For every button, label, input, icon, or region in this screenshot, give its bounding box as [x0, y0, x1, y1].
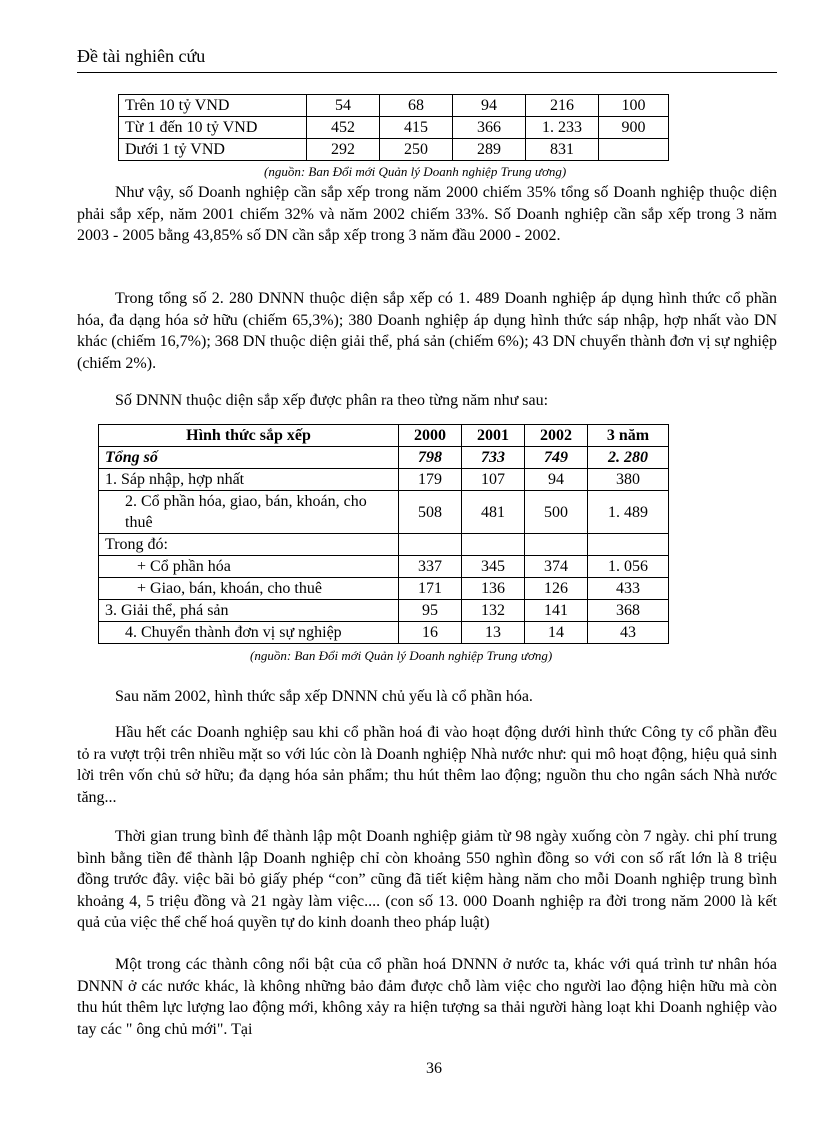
table-cell: Trong đó: [99, 534, 399, 556]
paragraph-text: Trong tổng số 2. 280 DNNN thuộc diện sắp xếp có 1. 489 Doanh nghiệp áp dụng hình thức cổ phần hóa, đa dạng hóa sở hữu (chiếm 65,3%); 380 Doanh nghiệp áp dụng hình thức sáp nhập, hợp nhất vào DN khác (chiếm 16,7%); 368 DN thuộc diện giải thể, phá sản (chiếm 6%); 43 DN chuyển thành đơn vị sự nghiệp (chiếm 2%). [77, 290, 777, 372]
enterprise-size-table [118, 94, 669, 161]
paragraph-7 [77, 954, 777, 1040]
table-cell [399, 534, 462, 556]
paragraph-2 [77, 288, 777, 374]
table-cell: 132 [462, 600, 525, 622]
table2-source-note: (nguồn: Ban Đổi mới Quản lý Doanh nghiệp Trung ương) [250, 648, 553, 663]
table-cell: 733 [462, 447, 525, 469]
table-cell: 43 [588, 622, 669, 644]
table-cell: 13 [462, 622, 525, 644]
column-header: 2002 [525, 425, 588, 447]
page-number: 36 [426, 1060, 442, 1077]
table-row [119, 117, 669, 139]
column-header: 2001 [462, 425, 525, 447]
table-row [99, 600, 669, 622]
table-cell: 3. Giải thể, phá sản [99, 600, 399, 622]
table-cell: 831 [526, 139, 599, 161]
table-cell: 14 [525, 622, 588, 644]
paragraph-6 [77, 826, 777, 934]
table-cell: 900 [599, 117, 669, 139]
table-cell: + Giao, bán, khoán, cho thuê [99, 578, 399, 600]
table-cell: 216 [526, 95, 599, 117]
column-header: 2000 [399, 425, 462, 447]
column-header: Hình thức sắp xếp [99, 425, 399, 447]
table-cell: 136 [462, 578, 525, 600]
paragraph-text: Số DNNN thuộc diện sắp xếp được phân ra theo từng năm như sau: [115, 392, 549, 409]
table-row [99, 534, 669, 556]
paragraph-text: Hầu hết các Doanh nghiệp sau khi cổ phần hoá đi vào hoạt động dưới hình thức Công ty cổ phần đều tỏ ra vượt trội trên nhiều mặt so với lúc còn là Doanh nghiệp Nhà nước như: qui mô hoạt động, hiệu quả sinh lời trên vốn chủ sở hữu; đa dạng hóa sản phẩm; thu hút thêm lao động; nguồn thu cho ngân sách Nhà nước tăng... [77, 724, 777, 806]
table-cell: 1. 056 [588, 556, 669, 578]
page-header-title: Đề tài nghiên cứu [77, 46, 206, 66]
table-row [99, 622, 669, 644]
table-cell: 1. 233 [526, 117, 599, 139]
table-cell: 380 [588, 469, 669, 491]
table-cell: 368 [588, 600, 669, 622]
table-cell: 749 [525, 447, 588, 469]
table-cell: Tổng số [99, 447, 399, 469]
paragraph-5 [77, 722, 777, 808]
table-row [99, 469, 669, 491]
table-row [119, 139, 669, 161]
restructuring-forms-table [98, 424, 669, 644]
table-cell: 107 [462, 469, 525, 491]
table-cell: 2. Cổ phần hóa, giao, bán, khoán, cho thuê [99, 491, 399, 534]
table-cell [462, 534, 525, 556]
table-cell [588, 534, 669, 556]
table-cell: 508 [399, 491, 462, 534]
paragraph-text: Một trong các thành công nổi bật của cổ phần hoá DNNN ở nước ta, khác với quá trình tư nhân hóa DNNN ở các nước khác, là không những bảo đảm được chỗ làm việc cho người lao động hiện hữu mà còn thu hút thêm lực lượng lao động mới, không xảy ra hiện tượng sa thải người hàng loạt khi Doanh nghiệp vào tay các " ông chủ mới". Tại [77, 956, 777, 1038]
table-cell: 433 [588, 578, 669, 600]
table-cell: 171 [399, 578, 462, 600]
table-total-row [99, 447, 669, 469]
table-cell: 94 [453, 95, 526, 117]
table-cell: 68 [380, 95, 453, 117]
table-cell: 374 [525, 556, 588, 578]
table-cell [525, 534, 588, 556]
table-cell: 141 [525, 600, 588, 622]
paragraph-3 [77, 390, 777, 412]
table-cell: 292 [307, 139, 380, 161]
table-cell: 250 [380, 139, 453, 161]
table-cell: 4. Chuyển thành đơn vị sự nghiệp [99, 622, 399, 644]
table-cell: 16 [399, 622, 462, 644]
table-row [99, 578, 669, 600]
table-cell: 366 [453, 117, 526, 139]
table-cell: 100 [599, 95, 669, 117]
table-cell: + Cổ phần hóa [99, 556, 399, 578]
table-cell: 798 [399, 447, 462, 469]
paragraph-text: Sau năm 2002, hình thức sắp xếp DNNN chủ yếu là cổ phần hóa. [115, 688, 533, 705]
column-header: 3 năm [588, 425, 669, 447]
table-cell: Trên 10 tỷ VND [119, 95, 307, 117]
paragraph-4 [77, 686, 777, 708]
table-cell: 1. 489 [588, 491, 669, 534]
table-cell: Dưới 1 tỷ VND [119, 139, 307, 161]
header-divider [77, 72, 777, 73]
paragraph-text: Như vậy, số Doanh nghiệp cần sắp xếp trong năm 2000 chiếm 35% tổng số Doanh nghiệp thuộc diện phải sắp xếp, năm 2001 chiếm 32% và năm 2002 chiếm 33%. Số Doanh nghiệp cần sắp xếp trong 3 năm 2003 - 2005 bằng 43,85% số DN cần sắp xếp trong 3 năm đầu 2000 - 2002. [77, 184, 777, 244]
paragraph-text: Thời gian trung bình để thành lập một Doanh nghiệp giảm từ 98 ngày xuống còn 7 ngày. chi phí trung bình bằng tiền để thành lập Doanh nghiệp chỉ còn khoảng 550 nghìn đồng so với con số rất lớn là 8 triệu đồng trước đây. việc bãi bỏ giấy phép “con” cũng đã tiết kiệm hàng năm cho mỗi Doanh nghiệp trung bình khoảng 4, 5 triệu đồng và 21 ngày làm việc.... (con số 13. 000 Doanh nghiệp ra đời trong năm 2000 là kết quả của việc thể chế hoá quyền tự do kinh doanh theo pháp luật) [77, 828, 777, 931]
paragraph-1 [77, 182, 777, 247]
table-cell: 2. 280 [588, 447, 669, 469]
table-row [99, 491, 669, 534]
table-cell: Từ 1 đến 10 tỷ VND [119, 117, 307, 139]
table-cell: 415 [380, 117, 453, 139]
table1-source-note: (nguồn: Ban Đổi mới Quản lý Doanh nghiệp Trung ương) [264, 164, 567, 179]
table-cell: 500 [525, 491, 588, 534]
table-cell: 54 [307, 95, 380, 117]
table-row [99, 556, 669, 578]
table-cell: 337 [399, 556, 462, 578]
table-cell: 345 [462, 556, 525, 578]
table-cell: 452 [307, 117, 380, 139]
table-row [119, 95, 669, 117]
table-cell: 126 [525, 578, 588, 600]
table-cell: 481 [462, 491, 525, 534]
table-header-row [99, 425, 669, 447]
table-cell: 1. Sáp nhập, hợp nhất [99, 469, 399, 491]
table-cell: 95 [399, 600, 462, 622]
table-cell: 94 [525, 469, 588, 491]
table-cell: 179 [399, 469, 462, 491]
table-cell [599, 139, 669, 161]
table-cell: 289 [453, 139, 526, 161]
